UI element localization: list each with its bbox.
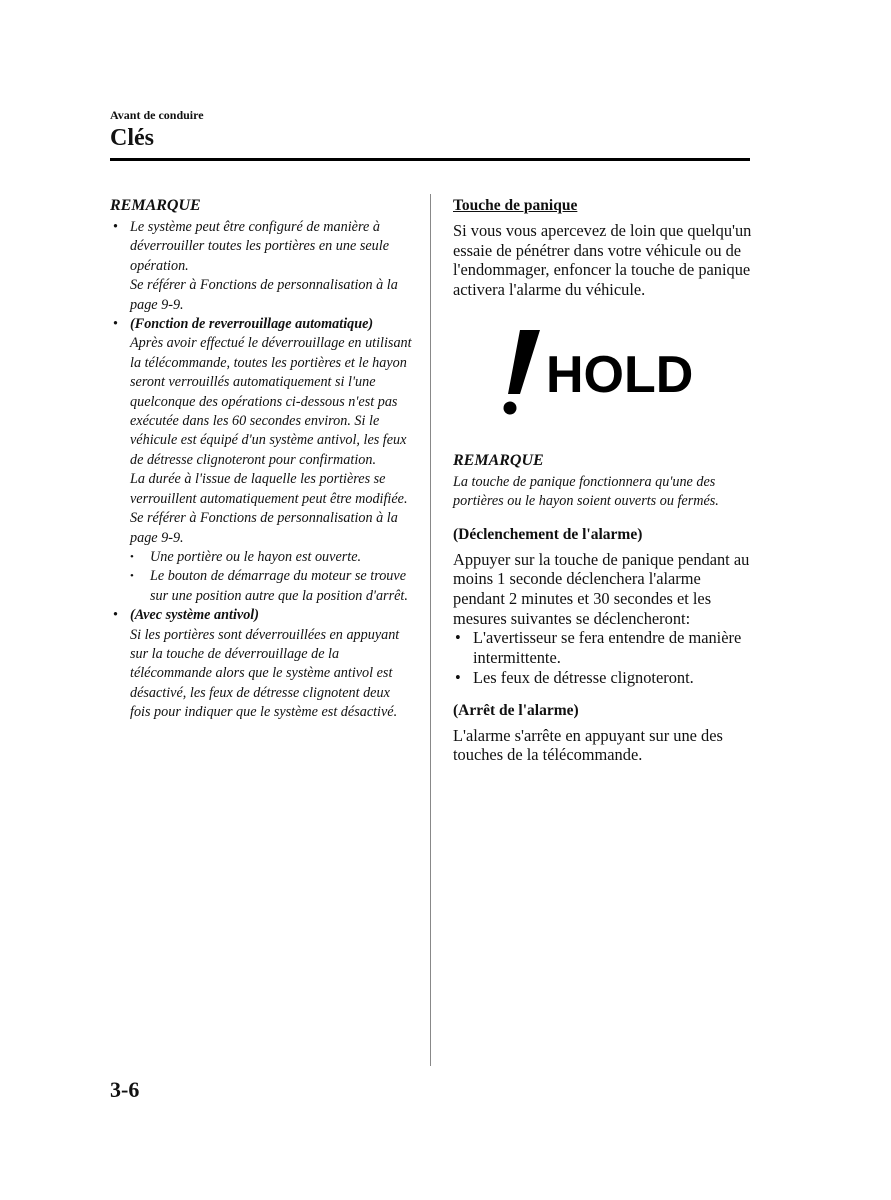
page-number: 3-6 <box>110 1077 140 1102</box>
alarm-stop-text: L'alarme s'arrête en appuyant sur une des touches de la télécommande. <box>453 725 723 765</box>
note-reference: Se référer à Fonctions de personnalisation à la page 9-9. <box>130 277 398 313</box>
alarm-stop-heading: (Arrêt de l'alarme) <box>453 701 579 719</box>
note-heading: REMARQUE <box>110 197 201 214</box>
sub-list-item: • Une portière ou le hayon est ouverte. <box>130 548 412 567</box>
note-item-antitheft <box>110 606 412 722</box>
right-column <box>453 197 753 765</box>
exclamation-icon <box>504 330 541 415</box>
page-header <box>110 108 204 152</box>
alarm-effects-list <box>453 628 753 687</box>
note-paragraph: La durée à l'issue de laquelle les portières se verrouillent automatiquement peut être modifiée. <box>130 471 408 507</box>
sub-list <box>130 548 412 606</box>
hold-illustration <box>498 330 758 430</box>
sub-list-item: • Le bouton de démarrage du moteur se trouve sur une position autre que la position d'arrêt. <box>130 567 412 606</box>
hold-label: HOLD <box>546 345 694 404</box>
note-list <box>110 218 412 723</box>
panic-note <box>453 452 753 512</box>
hold-button-graphic <box>453 312 753 444</box>
note-reference: Se référer à Fonctions de personnalisation à la page 9-9. <box>130 510 398 546</box>
list-item: • Les feux de détresse clignoteront. <box>453 668 753 688</box>
section-label: Avant de conduire <box>110 108 204 122</box>
panic-intro: Si vous vous apercevez de loin que quelqu'un essaie de pénétrer dans votre véhicule ou de l'endommager, enfoncer la touche de panique activera l'alarme du véhicule. <box>453 221 752 300</box>
page-title: Clés <box>110 125 154 151</box>
panic-button-heading: Touche de panique <box>453 197 578 214</box>
note-heading: REMARQUE <box>453 451 544 469</box>
note-paragraph: Après avoir effectué le déverrouillage en utilisant la télécommande, toutes les portières et le hayon seront verrouillés automatiquement si l'une quelconque des opérations ci-dessous n'est pas exécutée dans les 60 secondes environ. Si le véhicule est équipé d'un système antivol, les feux de détresse clignoteront pour confirmation. <box>130 335 412 468</box>
alarm-trigger-text: Appuyer sur la touche de panique pendant au moins 1 seconde déclenchera l'alarme pendant 2 minutes et 30 secondes et les mesures suivantes se déclencheront: <box>453 549 750 628</box>
note-item-customization <box>110 218 412 315</box>
header-divider <box>110 158 750 161</box>
note-paragraph: Si les portières sont déverrouillées en appuyant sur la touche de déverrouillage de la télécommande alors que le système antivol est désactivé, les feux de détresse clignotent deux fois pour indiquer que le système est désactivé. <box>130 626 400 721</box>
note-paragraph: • Le système peut être configuré de manière à déverrouiller toutes les portières en une seule opération. <box>130 219 389 274</box>
column-divider <box>430 194 431 1066</box>
note-text: La touche de panique fonctionnera qu'une des portières ou le hayon soient ouverts ou fermés. <box>453 473 719 510</box>
note-item-auto-relock <box>110 315 412 606</box>
alarm-trigger-heading: (Déclenchement de l'alarme) <box>453 525 643 543</box>
left-column <box>110 197 412 723</box>
list-item: • L'avertisseur se fera entendre de manière intermittente. <box>453 628 753 667</box>
note-item-title: • (Avec système antivol) <box>130 607 259 624</box>
note-item-title: • (Fonction de reverrouillage automatique) <box>130 316 374 333</box>
